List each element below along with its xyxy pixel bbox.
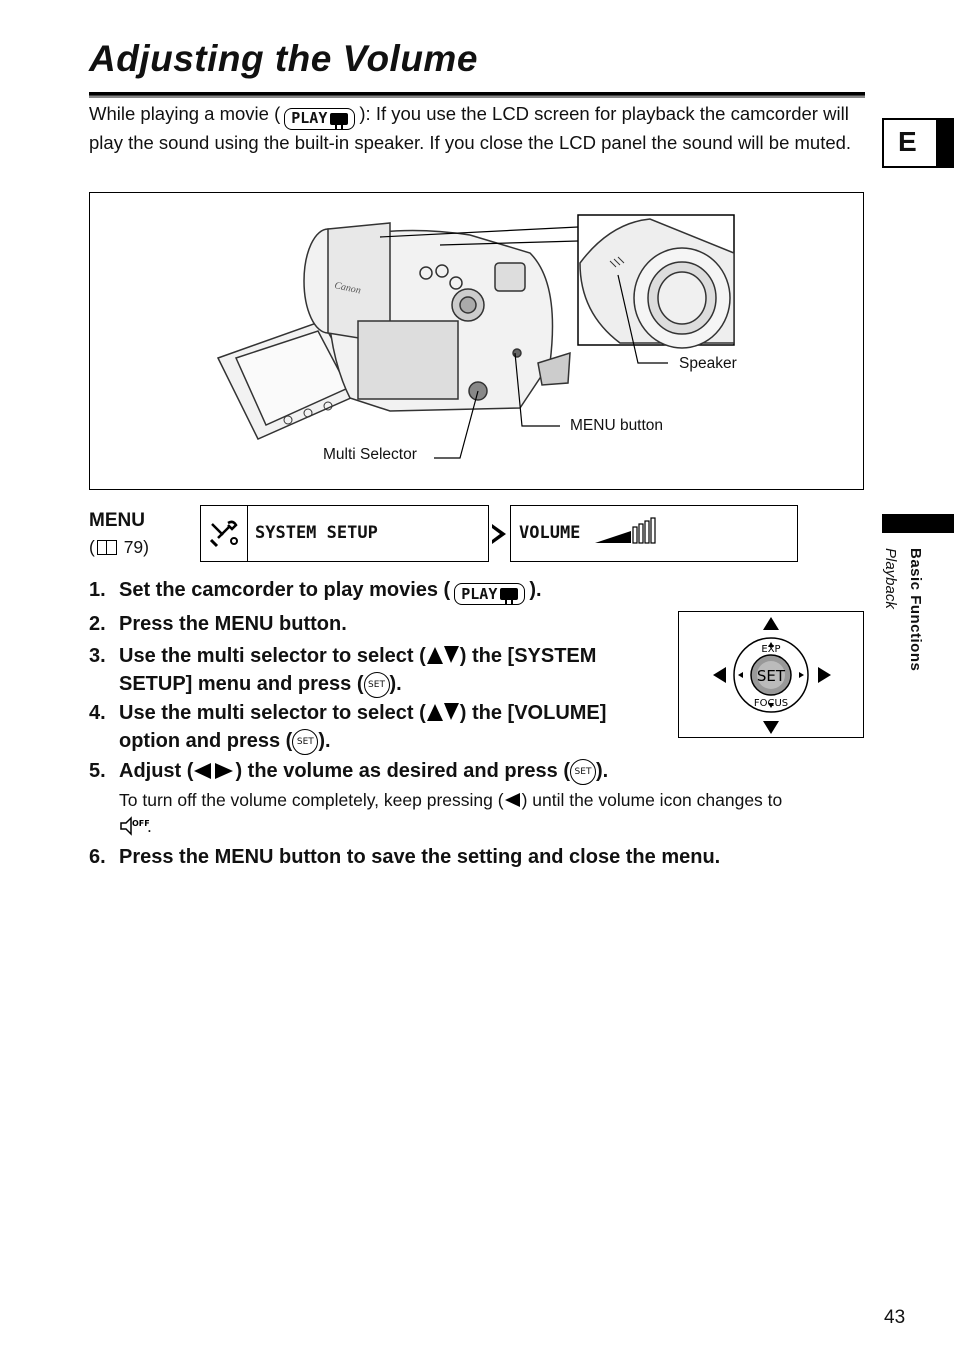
intro-paragraph (89, 101, 859, 155)
intro-text-1: While playing a movie ( (89, 103, 281, 124)
exp-label: EXP (761, 644, 781, 655)
menu-ref-page: 79) (123, 537, 149, 557)
language-tab (882, 118, 954, 168)
menu-arrow-icon (490, 522, 510, 546)
step-1-text-a: Set the camcorder to play movies ( (119, 579, 451, 601)
step-4-text-a: Use the multi selector to select ( (119, 702, 426, 724)
page-title: Adjusting the Volume (89, 38, 478, 79)
language-tab-bar (936, 120, 954, 166)
multi-selector-diagram (678, 611, 864, 738)
speaker-callout: Speaker (679, 355, 737, 372)
step-text (119, 757, 608, 785)
step-1-text-b: ). (529, 579, 542, 601)
step-5-text-b: ) the volume as desired and press ( (235, 760, 570, 782)
step-text (119, 642, 596, 698)
up-arrow-icon (763, 617, 779, 630)
system-setup-label: SYSTEM SETUP (255, 523, 378, 543)
subsection-title: Playback (882, 548, 899, 609)
step-number: 4. (89, 702, 106, 724)
svg-text:OFF: OFF (132, 819, 150, 828)
down-arrow-icon (763, 721, 779, 734)
menu-label: MENU (89, 510, 145, 531)
set-button-icon: SET (364, 672, 390, 698)
step-4-text-b: ) the [VOLUME] (459, 702, 607, 724)
volume-off-icon (119, 816, 150, 836)
left-arrow-icon (504, 793, 522, 807)
step-4-text-c: option and press ( (119, 730, 293, 752)
set-label: SET (756, 667, 786, 685)
multi-selector-illustration (679, 612, 863, 736)
section-tab-bar (882, 514, 954, 533)
up-down-arrows-icon (426, 702, 460, 722)
step-number: 3. (89, 645, 106, 667)
movie-camera-icon (330, 113, 348, 125)
note-text-b: ) until the volume icon changes to (521, 790, 783, 810)
camcorder-figure (89, 192, 864, 490)
step-5-note (119, 787, 864, 839)
step-number: 5. (89, 760, 106, 782)
left-right-arrows-icon (193, 762, 235, 780)
step-number: 2. (89, 613, 106, 635)
system-setup-menu-item (200, 505, 489, 562)
book-icon (97, 540, 117, 555)
step-2-text: Press the MENU button. (119, 613, 347, 635)
page-number: 43 (884, 1307, 906, 1328)
step-5-text-c: ). (596, 760, 609, 782)
title-rule (89, 92, 865, 98)
multi-selector-callout: Multi Selector (323, 446, 417, 463)
language-letter: E (898, 126, 917, 157)
menu-ref-open: ( (89, 537, 95, 557)
movie-camera-icon (500, 588, 518, 600)
left-arrow-icon (713, 667, 726, 683)
step-text (119, 576, 542, 605)
note-text-a: To turn off the volume completely, keep pressing ( (119, 790, 504, 810)
focus-label: FOCUS (753, 698, 789, 709)
step-text (119, 699, 606, 755)
setup-tools-icon-cell (201, 506, 248, 561)
step-3-text-b: ) the [SYSTEM (459, 645, 597, 667)
setup-tools-icon (201, 506, 245, 560)
note-text-c: . (147, 816, 152, 836)
play-movie-badge (284, 108, 355, 130)
camcorder-illustration (90, 193, 862, 488)
step-6-text: Press the MENU button to save the setting and close the menu. (119, 846, 721, 868)
step-number: 6. (89, 846, 106, 868)
step-number: 1. (89, 579, 106, 601)
menu-button-callout: MENU button (570, 417, 664, 434)
step-3-text-a: Use the multi selector to select ( (119, 645, 426, 667)
volume-menu-item (510, 505, 798, 562)
menu-page-reference (89, 537, 149, 558)
right-arrow-icon (818, 667, 831, 683)
step-3-text-c: SETUP] menu and press ( (119, 673, 364, 695)
set-button-icon: SET (292, 729, 318, 755)
play-badge-text: PLAY (461, 585, 498, 603)
volume-level-icon (595, 517, 661, 545)
volume-label: VOLUME (519, 523, 581, 543)
play-badge-text: PLAY (291, 109, 328, 127)
play-movie-badge (454, 583, 525, 605)
brand-mark: Canon (333, 280, 362, 297)
section-title: Basic Functions (907, 548, 924, 672)
set-button-icon: SET (570, 759, 596, 785)
step-4-text-d: ). (318, 730, 331, 752)
intro-text-2: ): If you use the LCD screen for playback the camcorder will play the sound using the built-in speaker. If you close the LCD panel the sound will be muted. (89, 103, 852, 153)
section-tab (880, 548, 926, 698)
step-5-text-a: Adjust ( (119, 760, 194, 782)
step-3-text-d: ). (389, 673, 402, 695)
up-down-arrows-icon (426, 645, 460, 665)
